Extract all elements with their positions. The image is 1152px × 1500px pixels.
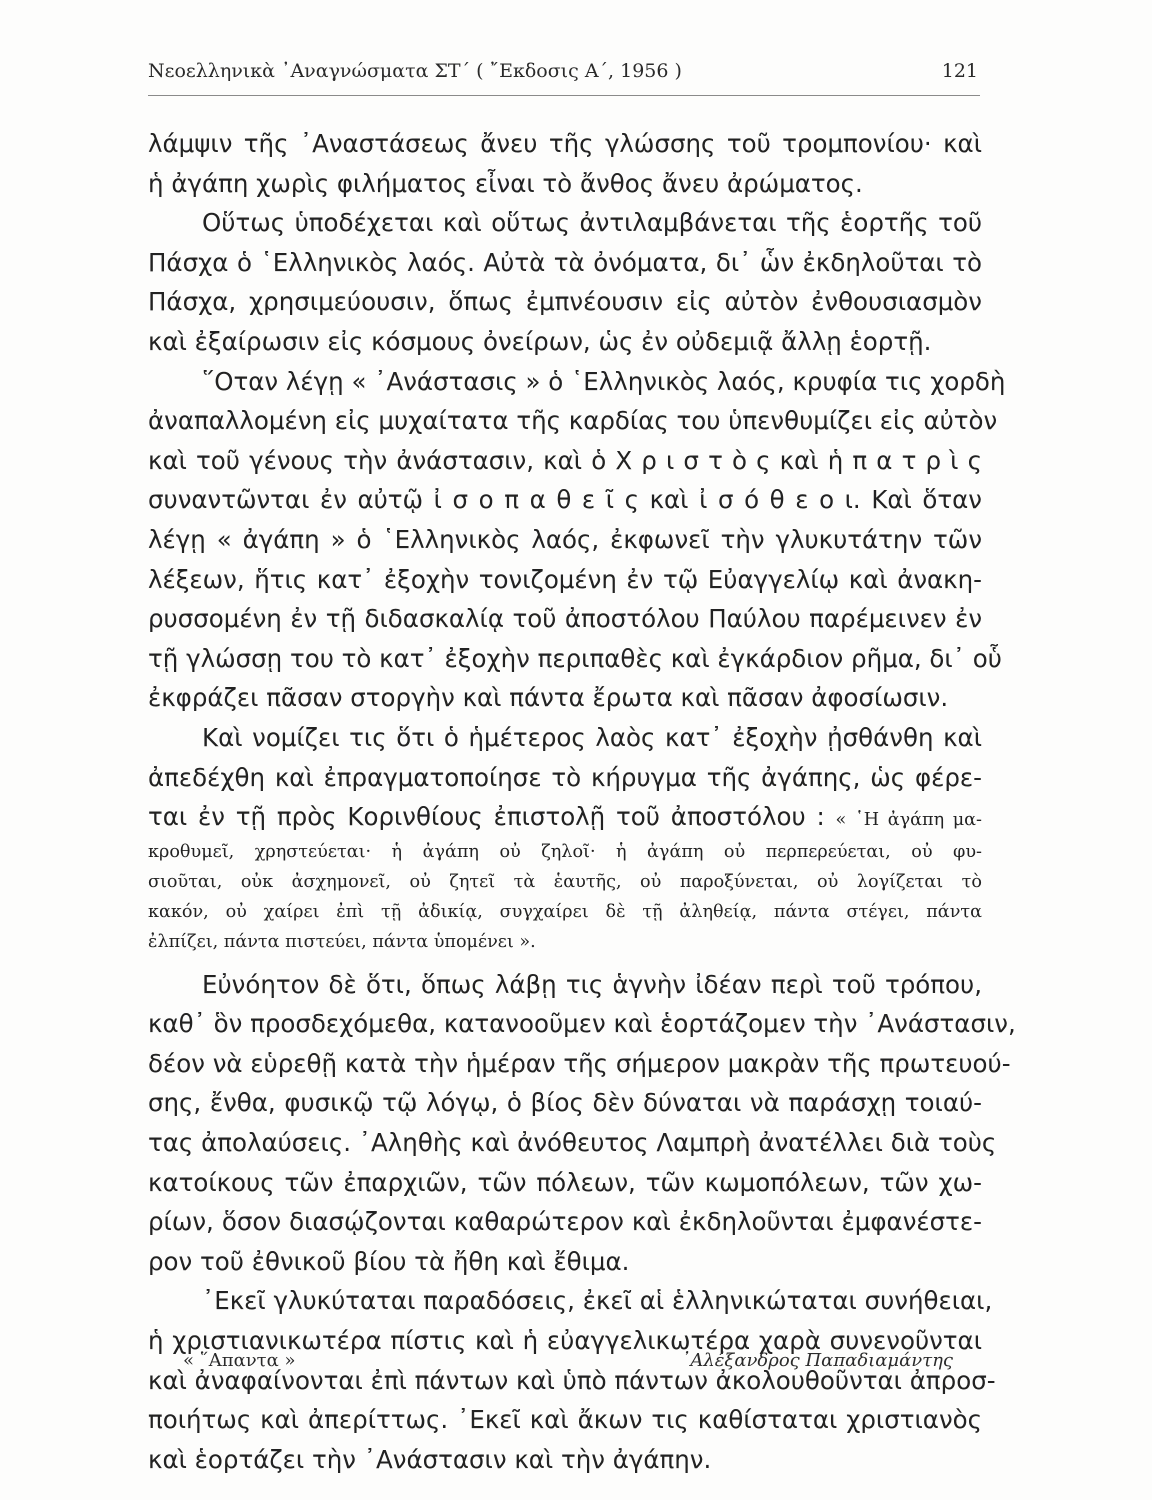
- text-line: [148, 797, 982, 837]
- header-rule: [148, 95, 980, 96]
- text-line: κατοίκους τῶν ἐπαρχιῶν, τῶν πόλεων, τῶν κωμοπόλεων, τῶν χω-: [148, 1167, 982, 1197]
- text-line: ἡ χριστιανικωτέρα πίστις καὶ ἡ εὐαγγελικωτέρα χαρὰ συνενοῦνται: [148, 1326, 982, 1356]
- text-line: ρον τοῦ ἐθνικοῦ βίου τὰ ἤθη καὶ ἔθιμα.: [148, 1246, 630, 1276]
- text-line: σης, ἔνθα, φυσικῷ τῷ λόγῳ, ὁ βίος δὲν δύναται νὰ παράσχῃ τοιαύ-: [148, 1088, 982, 1118]
- text-line: ῞Οταν λέγῃ « ᾿Ανάστασις » ὁ ῾Ελληνικὸς λαός, κρυφία τις χορδὴ: [202, 366, 1006, 396]
- text-line: καὶ ἑορτάζει τὴν ᾿Ανάστασιν καὶ τὴν ἀγάπην.: [148, 1444, 712, 1474]
- text-line: Πάσχα ὁ ῾Ελληνικὸς λαός. Αὐτὰ τὰ ὀνόματα, δι᾿ ὧν ἐκδηλοῦται τὸ: [148, 247, 982, 277]
- text-line: ἡ ἀγάπη χωρὶς φιλήματος εἶναι τὸ ἄνθος ἄνευ ἀρώματος.: [148, 168, 863, 198]
- attribution: [183, 1350, 953, 1380]
- quote-line: ἐλπίζει, πάντα πιστεύει, πάντα ὑπομένει ».: [148, 931, 536, 952]
- text-line: δέον νὰ εὑρεθῇ κατὰ τὴν ἡμέραν τῆς σήμερον μακρὰν τῆς πρωτευού-: [148, 1048, 1011, 1078]
- text-line: καὶ ἀναφαίνονται ἐπὶ πάντων καὶ ὑπὸ πάντων ἀκολουθοῦνται ἀπροσ-: [148, 1365, 996, 1395]
- text-line: ἐκφράζει πᾶσαν στοργὴν καὶ πάντα ἔρωτα καὶ πᾶσαν ἀφοσίωσιν.: [148, 683, 949, 713]
- source-title: « ῞Απαντα »: [183, 1350, 296, 1371]
- text-line: Οὕτως ὑποδέχεται καὶ οὕτως ἀντιλαμβάνεται τῆς ἑορτῆς τοῦ: [202, 208, 982, 238]
- text-line: τας ἀπολαύσεις. ᾿Αληθὴς καὶ ἀνόθευτος Λαμπρὴ ἀνατέλλει διὰ τοὺς: [148, 1128, 997, 1158]
- quote-line: κροθυμεῖ, χρηστεύεται· ἡ ἀγάπη οὐ ζηλοῖ· ἡ ἀγάπη οὐ περπερεύεται, οὐ φυ-: [148, 841, 982, 862]
- text-line: ᾿Εκεῖ γλυκύταται παραδόσεις, ἐκεῖ αἱ ἑλληνικώταται συνήθειαι,: [202, 1286, 993, 1316]
- body-text: [148, 124, 1016, 1479]
- quote-line: κακόν, οὐ χαίρει ἐπὶ τῇ ἀδικίᾳ, συγχαίρει δὲ τῇ ἀληθείᾳ, πάντα στέγει, πάντα: [148, 901, 982, 922]
- text-line: καθ᾿ ὃν προσδεχόμεθα, κατανοοῦμεν καὶ ἑορτάζομεν τὴν ᾿Ανάστασιν,: [148, 1009, 1016, 1039]
- text-line: λάμψιν τῆς ᾿Αναστάσεως ἄνευ τῆς γλώσσης τοῦ τρομπονίου· καὶ: [148, 129, 982, 158]
- text-line: λέγῃ « ἀγάπη » ὁ ῾Ελληνικὸς λαός, ἐκφωνεῖ τὴν γλυκυτάτην τῶν: [148, 524, 982, 554]
- quote-line: σιοῦται, οὐκ ἀσχημονεῖ, οὐ ζητεῖ τὰ ἑαυτῆς, οὐ παροξύνεται, οὐ λογίζεται τὸ: [148, 871, 982, 892]
- text-line: Εὐνόητον δὲ ὅτι, ὅπως λάβῃ τις ἁγνὴν ἰδέαν περὶ τοῦ τρόπου,: [202, 969, 982, 999]
- running-head: [148, 60, 980, 90]
- page-number: 121: [941, 60, 978, 82]
- text-line: ρυσσομένη ἐν τῇ διδασκαλίᾳ τοῦ ἀποστόλου Παύλου παρέμεινεν ἐν: [148, 604, 982, 634]
- scripture-quote: [148, 837, 982, 957]
- text-line: Καὶ νομίζει τις ὅτι ὁ ἡμέτερος λαὸς κατ᾿ ἐξοχὴν ᾐσθάνθη καὶ: [202, 722, 982, 752]
- text-line: ποιήτως καὶ ἀπερίττως. ᾿Εκεῖ καὶ ἄκων τις καθίσταται χριστιανὸς: [148, 1405, 982, 1435]
- text-line: καὶ ἐξαίρωσιν εἰς κόσμους ὀνείρων, ὡς ἐν οὐδεμιᾷ ἄλλῃ ἑορτῇ.: [148, 326, 932, 356]
- author-name: ᾿Αλέξανδρος Παπαδιαμάντης: [681, 1350, 953, 1371]
- text-line: τῇ γλώσσῃ του τὸ κατ᾿ ἐξοχὴν περιπαθὲς καὶ ἐγκάρδιον ρῆμα, δι᾿ οὗ: [148, 643, 1002, 673]
- text-line: ἀπεδέχθη καὶ ἐπραγματοποίησε τὸ κήρυγμα τῆς ἀγάπης, ὡς φέρε-: [148, 762, 982, 792]
- text-segment: ται ἐν τῇ πρὸς Κορινθίους ἐπιστολῇ τοῦ ἀποστόλου :: [148, 802, 836, 832]
- text-line: ἀναπαλλομένη εἰς μυχαίτατα τῆς καρδίας του ὑπενθυμίζει εἰς αὐτὸν: [148, 406, 998, 436]
- text-line: συναντῶνται ἐν αὐτῷ ἰ σ ο π α θ ε ῖ ς καὶ ἰ σ ό θ ε ο ι. Καὶ ὅταν: [148, 485, 982, 515]
- book-title: Νεοελληνικὰ ᾿Αναγνώσματα ΣΤ΄ ( ῎Εκδοσις Α΄, 1956 ): [148, 60, 682, 82]
- text-line: Πάσχα, χρησιμεύουσιν, ὅπως ἐμπνέουσιν εἰς αὐτὸν ἐνθουσιασμὸν: [148, 287, 982, 317]
- text-line: ρίων, ὅσον διασῴζονται καθαρώτερον καὶ ἐκδηλοῦνται ἐμφανέστε-: [148, 1207, 982, 1237]
- text-line: λέξεων, ἥτις κατ᾿ ἐξοχὴν τονιζομένη ἐν τῷ Εὐαγγελίῳ καὶ ἀνακη-: [148, 564, 982, 594]
- quote-segment: « ῾Η ἀγάπη μα-: [835, 810, 983, 831]
- text-line: καὶ τοῦ γένους τὴν ἀνάστασιν, καὶ ὁ Χ ρ ι σ τ ὸ ς καὶ ἡ π α τ ρ ὶ ς: [148, 445, 982, 475]
